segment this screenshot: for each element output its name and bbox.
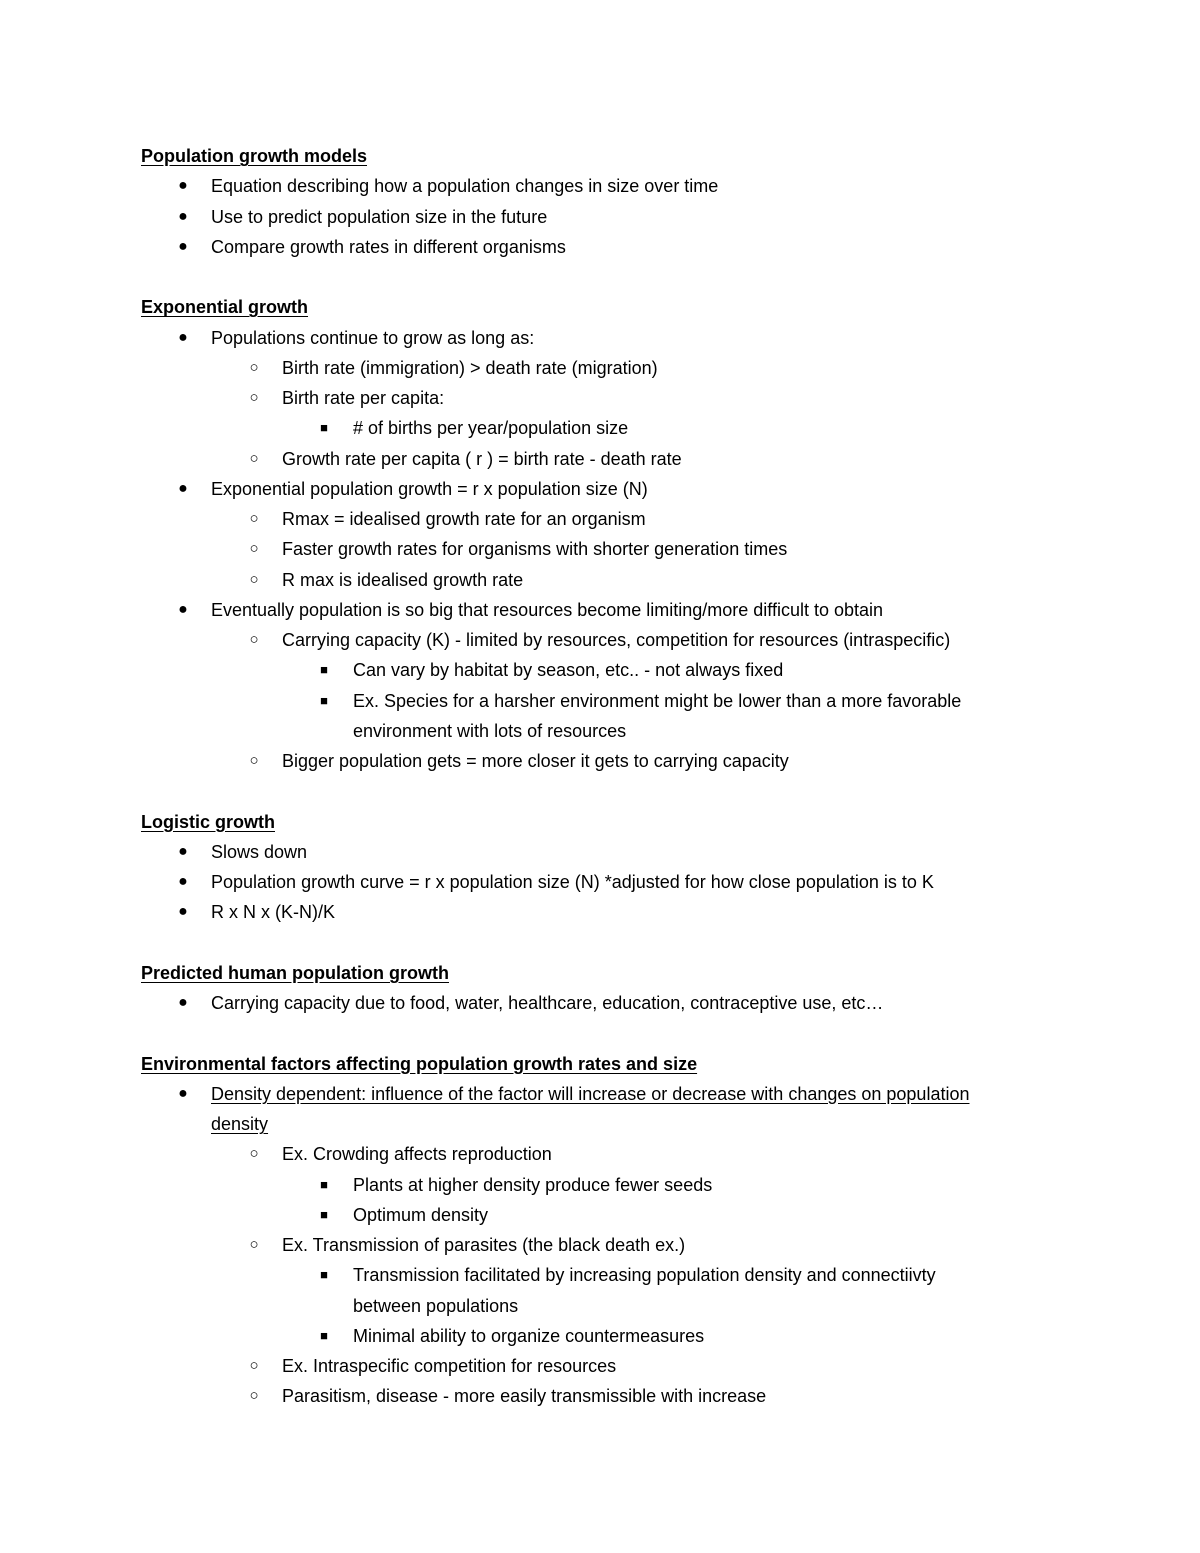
list-item-text: Birth rate (immigration) > death rate (migration)	[282, 357, 658, 378]
list-item-text: Parasitism, disease - more easily transmissible with increase	[282, 1386, 767, 1407]
bullet-level-1-icon: ●	[178, 903, 188, 921]
list-item-text: Use to predict population size in the future	[211, 206, 548, 227]
bullet-level-2-icon: ○	[249, 449, 259, 467]
list-item	[0, 837, 1200, 867]
list-item	[0, 504, 1200, 534]
list-item	[0, 716, 1200, 746]
list-item	[0, 171, 1200, 201]
bullet-level-2-icon: ○	[249, 389, 259, 406]
bullet-level-1-icon: ●	[178, 842, 188, 860]
bullet-level-1-icon: ●	[178, 328, 188, 346]
list-item	[0, 897, 1200, 927]
list-item	[0, 1200, 1200, 1230]
list-item	[0, 625, 1200, 655]
bullet-level-2-icon: ○	[249, 540, 259, 558]
list-item	[0, 474, 1200, 504]
list-item-text: Eventually population is so big that resources become limiting/more difficult to obtain	[211, 599, 884, 620]
bullet-level-3-icon: ■	[320, 1176, 328, 1192]
list-item-text: Rmax = idealised growth rate for an organism	[282, 509, 646, 529]
bullet-level-1-icon: ●	[178, 1084, 188, 1102]
bullet-level-1-icon: ●	[178, 237, 188, 255]
list-item-text: between populations	[353, 1295, 519, 1316]
list-item	[0, 1230, 1200, 1260]
bullet-level-2-icon: ○	[249, 752, 259, 769]
list-item	[0, 202, 1200, 232]
list-item	[0, 1079, 1200, 1109]
list-item-text: Population growth curve = r x population size (N) *adjusted for how close population is to K	[211, 872, 934, 892]
list-item	[0, 444, 1200, 474]
list-item	[0, 565, 1200, 595]
list-item-text: environment with lots of resources	[353, 720, 627, 741]
list-item-text: Equation describing how a population changes in size over time	[211, 176, 719, 197]
bullet-level-1-icon: ●	[178, 600, 188, 618]
bullet-level-3-icon: ■	[320, 692, 328, 708]
section-heading: Environmental factors affecting population growth rates and size	[141, 1053, 698, 1074]
list-item	[0, 1351, 1200, 1381]
section-heading-line	[0, 141, 1200, 171]
list-item-text: Ex. Crowding affects reproduction	[282, 1144, 552, 1165]
list-item-text: Birth rate per capita:	[282, 388, 445, 408]
list-item-text: # of births per year/population size	[353, 418, 629, 439]
list-item	[0, 1109, 1200, 1139]
list-item-text: Density dependent: influence of the factor will increase or decrease with changes on population	[211, 1083, 970, 1104]
section-heading-line	[0, 292, 1200, 322]
bullet-level-2-icon: ○	[249, 510, 259, 527]
list-item-text: Ex. Intraspecific competition for resources	[282, 1356, 617, 1376]
section-heading-line	[0, 1049, 1200, 1079]
list-item-text: R max is idealised growth rate	[282, 569, 524, 590]
list-item-text: Minimal ability to organize countermeasures	[353, 1325, 705, 1346]
list-item	[0, 595, 1200, 625]
list-item	[0, 1260, 1200, 1290]
list-item-text: Faster growth rates for organisms with shorter generation times	[282, 539, 788, 560]
bullet-level-3-icon: ■	[320, 1206, 328, 1222]
section-heading: Logistic growth	[141, 811, 275, 832]
bullet-level-1-icon: ●	[178, 207, 188, 225]
list-item	[0, 1170, 1200, 1200]
list-item	[0, 323, 1200, 353]
list-item	[0, 746, 1200, 776]
bullet-level-3-icon: ■	[320, 420, 328, 436]
bullet-level-2-icon: ○	[249, 1236, 259, 1253]
list-item-text: Exponential population growth = r x population size (N)	[211, 478, 648, 499]
list-item-text: Compare growth rates in different organisms	[211, 236, 566, 257]
bullet-level-1-icon: ●	[178, 873, 188, 890]
section-heading: Exponential growth	[141, 297, 309, 318]
bullet-level-3-icon: ■	[320, 1327, 328, 1343]
list-item	[0, 1321, 1200, 1351]
list-item	[0, 655, 1200, 685]
list-item	[0, 1381, 1200, 1411]
list-item-text: Bigger population gets = more closer it gets to carrying capacity	[282, 751, 789, 771]
list-item-text: Slows down	[211, 841, 308, 862]
list-item	[0, 353, 1200, 383]
list-item	[0, 413, 1200, 443]
bullet-level-1-icon: ●	[178, 994, 188, 1011]
list-item	[0, 686, 1200, 716]
list-item-text: Plants at higher density produce fewer seeds	[353, 1174, 713, 1195]
bullet-level-2-icon: ○	[249, 1145, 259, 1163]
bullet-level-1-icon: ●	[178, 177, 188, 195]
list-item-text: Carrying capacity due to food, water, healthcare, education, contraceptive use, etc…	[211, 993, 884, 1013]
list-item	[0, 383, 1200, 413]
list-item-text: Ex. Species for a harsher environment might be lower than a more favorable	[353, 690, 962, 711]
section-heading-line	[0, 807, 1200, 837]
list-item	[0, 867, 1200, 897]
section-heading: Predicted human population growth	[141, 962, 449, 983]
list-item-text: Can vary by habitat by season, etc.. - not always fixed	[353, 660, 784, 681]
bullet-level-2-icon: ○	[249, 570, 259, 588]
bullet-level-2-icon: ○	[249, 1387, 259, 1405]
bullet-level-2-icon: ○	[249, 358, 259, 376]
list-item-text: Populations continue to grow as long as:	[211, 327, 535, 348]
bullet-level-3-icon: ■	[320, 1267, 328, 1283]
list-item	[0, 232, 1200, 262]
list-item-text: Carrying capacity (K) - limited by resources, competition for resources (intraspecific)	[282, 630, 951, 650]
list-item	[0, 534, 1200, 564]
list-item-text: Growth rate per capita ( r ) = birth rate - death rate	[282, 448, 682, 469]
section-heading: Population growth models	[141, 146, 367, 166]
list-item	[0, 988, 1200, 1018]
list-item-text: R x N x (K-N)/K	[211, 902, 335, 923]
list-item-text: Optimum density	[353, 1204, 489, 1225]
bullet-level-2-icon: ○	[249, 631, 259, 648]
list-item	[0, 1139, 1200, 1169]
bullet-level-1-icon: ●	[178, 479, 188, 497]
bullet-level-2-icon: ○	[249, 1357, 259, 1374]
list-item-text: density	[211, 1114, 269, 1134]
list-item	[0, 1291, 1200, 1321]
list-item-text: Ex. Transmission of parasites (the black death ex.)	[282, 1235, 686, 1255]
bullet-level-3-icon: ■	[320, 662, 328, 678]
list-item-text: Transmission facilitated by increasing population density and connectiivty	[353, 1265, 936, 1286]
section-heading-line	[0, 958, 1200, 988]
